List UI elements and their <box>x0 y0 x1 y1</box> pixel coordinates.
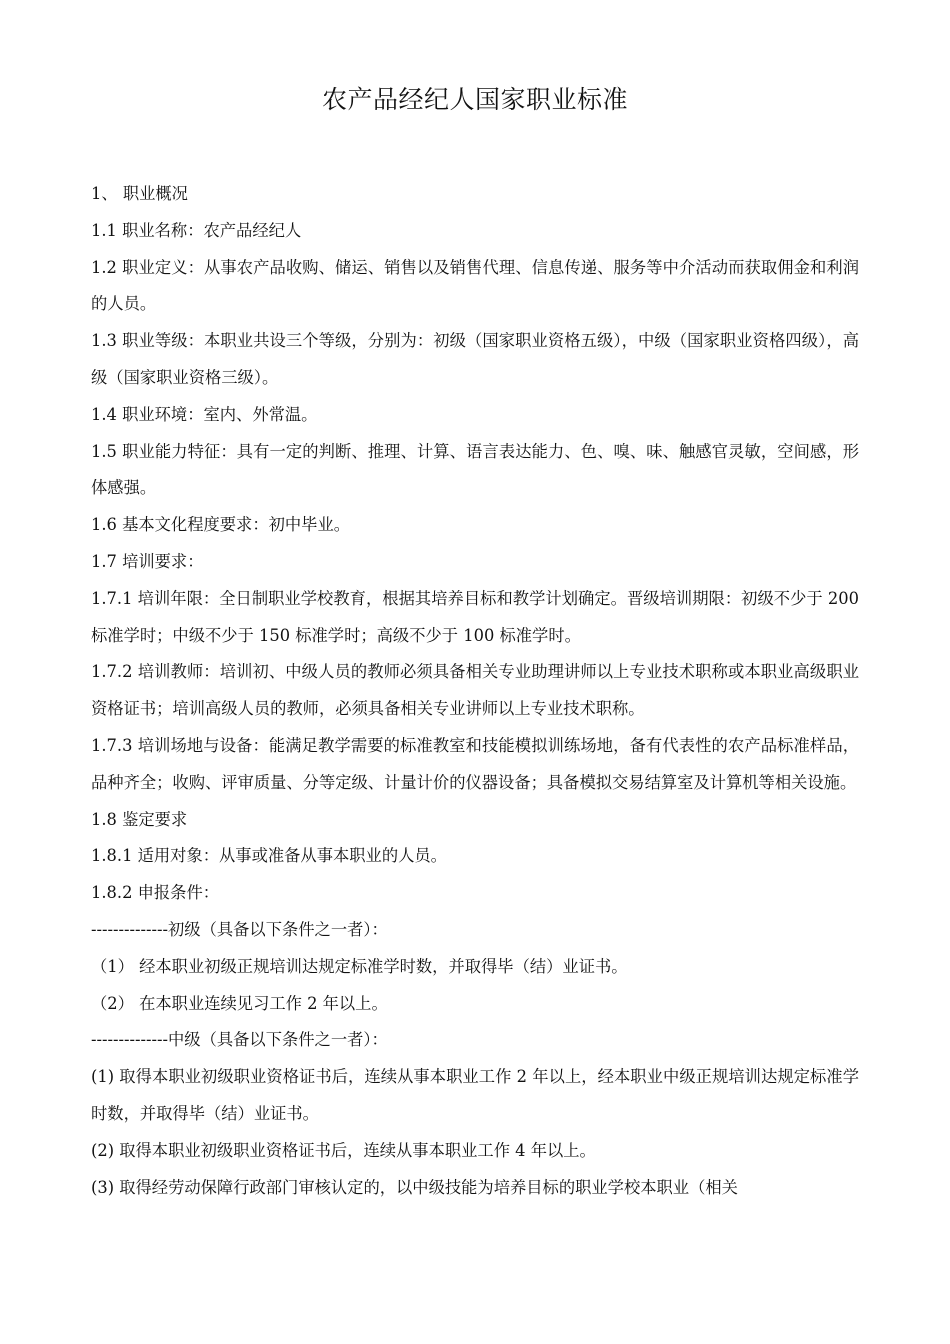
paragraph: 1.8 鉴定要求 <box>91 809 188 829</box>
paragraph: 1.7.1 培训年限：全日制职业学校教育，根据其培养目标和教学计划确定。晋级培训期限：初级不少于 200 标准学时；中级不少于 150 标准学时；高级不少于 100 标准学时。 <box>91 588 859 645</box>
paragraph: 1.6 基本文化程度要求：初中毕业。 <box>91 515 351 535</box>
paragraph: 1.8.1 适用对象：从事或准备从事本职业的人员。 <box>91 846 447 866</box>
document-body <box>91 176 859 1206</box>
paragraph: （1） 经本职业初级正规培训达规定标准学时数，并取得毕（结）业证书。 <box>91 956 628 976</box>
paragraph: --------------中级（具备以下条件之一者）： <box>91 1030 388 1050</box>
paragraph: (1) 取得本职业初级职业资格证书后，连续从事本职业工作 2 年以上，经本职业中级正规培训达规定标准学时数，并取得毕（结）业证书。 <box>91 1067 859 1123</box>
paragraph: --------------初级（具备以下条件之一者）： <box>91 919 388 939</box>
paragraph: 1、 职业概况 <box>91 184 188 203</box>
paragraph: 1.5 职业能力特征：具有一定的判断、推理、计算、语言表达能力、色、嗅、味、触感官灵敏，空间感，形体感强。 <box>91 441 859 498</box>
paragraph: (3) 取得经劳动保障行政部门审核认定的，以中级技能为培养目标的职业学校本职业（相关 <box>91 1177 738 1197</box>
paragraph: 1.1 职业名称：农产品经纪人 <box>91 220 302 240</box>
paragraph: 1.7.3 培训场地与设备：能满足教学需要的标准教室和技能模拟训练场地，备有代表性的农产品标准样品，品种齐全；收购、评审质量、分等定级、计量计价的仪器设备；具备模拟交易结算室及计算机等相关设施。 <box>91 735 859 792</box>
paragraph: (2) 取得本职业初级职业资格证书后，连续从事本职业工作 4 年以上。 <box>91 1140 596 1160</box>
paragraph: 1.4 职业环境：室内、外常温。 <box>91 404 318 424</box>
paragraph: 1.7.2 培训教师：培训初、中级人员的教师必须具备相关专业助理讲师以上专业技术职称或本职业高级职业资格证书；培训高级人员的教师，必须具备相关专业讲师以上专业技术职称。 <box>91 662 859 719</box>
paragraph: 1.2 职业定义：从事农产品收购、储运、销售以及销售代理、信息传递、服务等中介活动而获取佣金和利润的人员。 <box>91 257 859 314</box>
paragraph: 1.3 职业等级：本职业共设三个等级，分别为：初级（国家职业资格五级），中级（国家职业资格四级），高级（国家职业资格三级）。 <box>91 331 859 387</box>
paragraph: 1.8.2 申报条件： <box>91 883 220 903</box>
paragraph: （2） 在本职业连续见习工作 2 年以上。 <box>91 993 388 1013</box>
document-title: 农产品经纪人国家职业标准 <box>321 85 628 114</box>
paragraph: 1.7 培训要求： <box>91 551 204 571</box>
